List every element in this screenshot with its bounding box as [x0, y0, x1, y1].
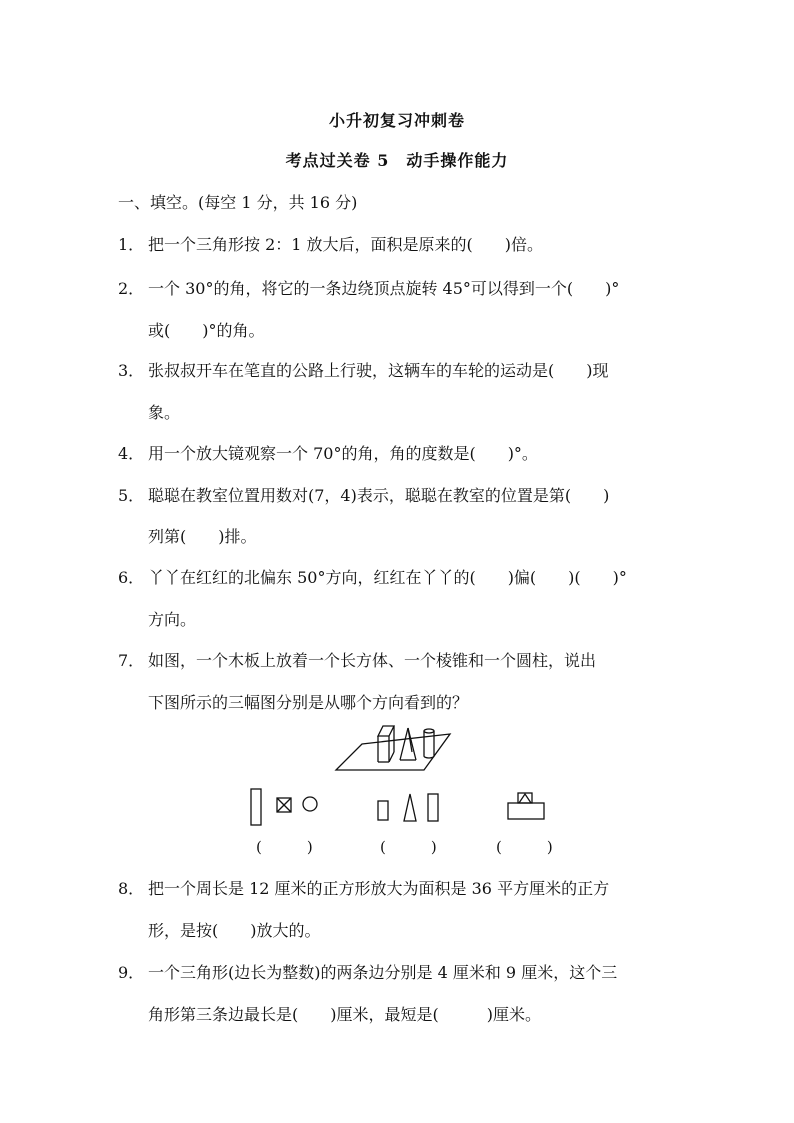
board: [336, 734, 450, 770]
question-text: 把一个周长是 12 厘米的正方形放大为面积是 36 平方厘米的正方: [148, 879, 610, 898]
question-text: 一个 30°的角，将它的一条边绕顶点旋转 45°可以得到一个( )°: [148, 279, 620, 298]
question-9-cont: 角形第三条边最长是( )厘米，最短是( )厘米。: [148, 1005, 541, 1024]
question-number: 3．: [118, 361, 145, 380]
question-number: 7．: [118, 651, 145, 670]
answer-blank-1[interactable]: ( ): [256, 838, 313, 856]
question-number: 9．: [118, 963, 145, 982]
question-number: 4．: [118, 444, 145, 463]
answer-blank-3[interactable]: ( ): [496, 838, 553, 856]
triangle: [404, 794, 416, 821]
page-title: 小升初复习冲刺卷: [328, 111, 465, 130]
view-3: [508, 793, 544, 819]
question-text: 张叔叔开车在笔直的公路上行驶，这辆车的车轮的运动是( )现: [148, 361, 609, 380]
question-8: [118, 876, 609, 899]
question-6-cont: 方向。: [148, 610, 197, 629]
question-number: 6．: [118, 568, 145, 587]
tall-rectangle: [251, 789, 261, 825]
cylinder: [424, 729, 434, 758]
question-text: 聪聪在教室位置用数对(7，4)表示，聪聪在教室的位置是第( ): [148, 486, 610, 505]
cuboid: [378, 726, 394, 762]
wide-rectangle: [508, 803, 544, 819]
view-1: [251, 789, 317, 825]
top-triangle: [519, 794, 531, 803]
question-text: 如图，一个木板上放着一个长方体、一个棱锥和一个圆柱，说出: [148, 651, 597, 670]
small-rectangle: [378, 801, 388, 820]
answer-blank-2[interactable]: ( ): [380, 838, 437, 856]
narrow-rectangle: [428, 794, 438, 821]
page-subtitle: 考点过关卷 5 动手操作能力: [285, 151, 509, 170]
circle: [303, 797, 317, 811]
question-2-cont: 或( )°的角。: [148, 321, 265, 340]
question-8-cont: 形，是按( )放大的。: [148, 921, 321, 940]
question-5-cont: 列第( )排。: [148, 527, 257, 546]
view-2: [378, 794, 438, 821]
question-number: 8．: [118, 879, 145, 898]
question-number: 1．: [118, 235, 145, 254]
question-number: 5．: [118, 486, 145, 505]
question-text: 用一个放大镜观察一个 70°的角，角的度数是( )°。: [148, 444, 538, 463]
board-figure: [336, 726, 450, 770]
question-3-cont: 象。: [148, 403, 181, 422]
pyramid: [400, 728, 416, 760]
section-heading: 一、填空。(每空 1 分，共 16 分): [118, 193, 358, 212]
question-text: 把一个三角形按 2：1 放大后，面积是原来的( )倍。: [148, 235, 544, 254]
question-text: 一个三角形(边长为整数)的两条边分别是 4 厘米和 9 厘米，这个三: [148, 963, 618, 982]
question-number: 2．: [118, 279, 145, 298]
question-9: [118, 960, 617, 983]
question-7-cont: 下图所示的三幅图分别是从哪个方向看到的？: [148, 693, 469, 712]
question-text: 丫丫在红红的北偏东 50°方向，红红在丫丫的( )偏( )( )°: [148, 568, 627, 587]
